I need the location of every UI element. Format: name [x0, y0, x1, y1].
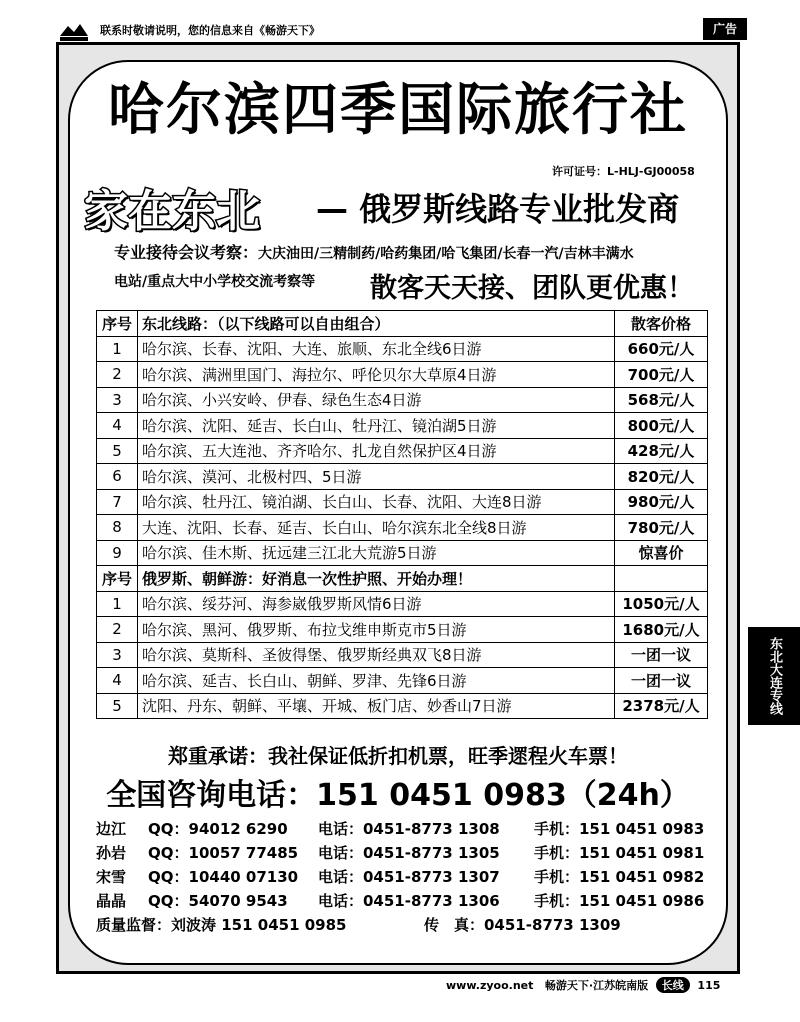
license-number: 许可证号：L-HLJ-GJ00058 [552, 165, 695, 178]
contact-qq: QQ：10057 77485 [148, 844, 299, 862]
reception-line-1 [114, 240, 634, 263]
side-tab: 东北大连专线 [748, 627, 800, 725]
contact-qq: QQ：54070 9543 [148, 892, 288, 910]
table-row: 3 哈尔滨、莫斯科、圣彼得堡、俄罗斯经典双飞8日游 一团一议 [97, 642, 708, 668]
supervisor-label: 质量监督：刘波涛 151 0451 0985 [96, 916, 347, 934]
table-row: 5 沈阳、丹东、朝鲜、平壤、开城、板门店、妙香山7日游 2378元/人 [97, 693, 708, 719]
footer-site[interactable]: www.zyoo.net [446, 979, 534, 992]
promise-text: 郑重承诺：我社保证低折扣机票，旺季遝程火车票！ [168, 744, 628, 768]
contact-qq: QQ：94012 6290 [148, 820, 288, 838]
contact-name: 晶晶 [96, 892, 127, 910]
reception-list-2: 电站/重点大中小学校交流考察等 [114, 274, 316, 290]
contact-name: 孙岩 [96, 844, 127, 862]
table-row: 8 大连、沈阳、长春、延吉、长白山、哈尔滨东北全线8日游 780元/人 [97, 515, 708, 541]
top-bar [0, 0, 800, 42]
page-number: 115 [697, 979, 721, 992]
page-footer [446, 977, 720, 993]
slogan-main: 家在东北 [84, 186, 260, 237]
footer-publication: 畅游天下·江苏皖南版 [544, 979, 649, 992]
contact-name: 边江 [96, 820, 127, 838]
table-row: 2 哈尔滨、满洲里国门、海拉尔、呼伦贝尔大草原4日游 700元/人 [97, 362, 708, 388]
table-header: 序号 东北线路：（以下线路可以自由组合） 散客价格 [97, 311, 708, 337]
slogan-sub: — 俄罗斯线路专业批发商 [316, 190, 680, 228]
contact-tel: 电话：0451-8773 1307 [318, 868, 500, 886]
table-row: 1 哈尔滨、绥芬河、海参崴俄罗斯风情6日游 1050元/人 [97, 591, 708, 617]
contact-name: 宋雪 [96, 868, 127, 886]
routes-table [96, 310, 708, 719]
contact-mobile: 手机：151 0451 0982 [534, 868, 705, 886]
table-header: 序号 俄罗斯、朝鲜游：好消息一次性护照、开始办理！ [97, 566, 708, 592]
contact-tel: 电话：0451-8773 1306 [318, 892, 500, 910]
contact-mobile: 手机：151 0451 0983 [534, 820, 705, 838]
table-row: 3 哈尔滨、小兴安岭、伊春、绿色生态4日游 568元/人 [97, 387, 708, 413]
footer-section-badge: 长线 [656, 977, 690, 993]
ad-label: 广告 [703, 18, 747, 40]
table-row: 5 哈尔滨、五大连池、齐齐哈尔、扎龙自然保护区4日游 428元/人 [97, 438, 708, 464]
contact-note: 联系时敬请说明，您的信息来自《畅游天下》 [100, 24, 320, 37]
table-row: 4 哈尔滨、延吉、长白山、朝鲜、罗津、先锋6日游 一团一议 [97, 668, 708, 694]
contact-qq: QQ：10440 07130 [148, 868, 299, 886]
hotline: 全国咨询电话：151 0451 0983（24h） [106, 778, 690, 813]
table-row: 4 哈尔滨、沈阳、延吉、长白山、牡丹江、镜泊湖5日游 800元/人 [97, 413, 708, 439]
agency-title: 哈尔滨四季国际旅行社 [108, 78, 688, 143]
table-row: 2 哈尔滨、黑河、俄罗斯、布拉戈维申斯克市5日游 1680元/人 [97, 617, 708, 643]
table-row: 6 哈尔滨、漠河、北极村四、5日游 820元/人 [97, 464, 708, 490]
contact-tel: 电话：0451-8773 1305 [318, 844, 500, 862]
magazine-logo-icon [58, 20, 90, 42]
contact-mobile: 手机：151 0451 0981 [534, 844, 705, 862]
contact-tel: 电话：0451-8773 1308 [318, 820, 500, 838]
table-row: 1 哈尔滨、长春、沈阳、大连、旅顺、东北全线6日游 660元/人 [97, 336, 708, 362]
table-row: 7 哈尔滨、牡丹江、镜泊湖、长白山、长春、沈阳、大连8日游 980元/人 [97, 489, 708, 515]
contact-mobile: 手机：151 0451 0986 [534, 892, 705, 910]
fax-number: 传 真：0451-8773 1309 [424, 916, 621, 934]
promo-text: 散客天天接、团队更优惠！ [370, 273, 694, 304]
table-row: 9 哈尔滨、佳木斯、抚远建三江北大荒游5日游 惊喜价 [97, 540, 708, 566]
reception-label: 专业接待会议考察： [114, 243, 259, 262]
reception-list-1: 大庆油田/三精制药/哈药集团/哈飞集团/长春一汽/吉林丰满水 [258, 246, 634, 262]
